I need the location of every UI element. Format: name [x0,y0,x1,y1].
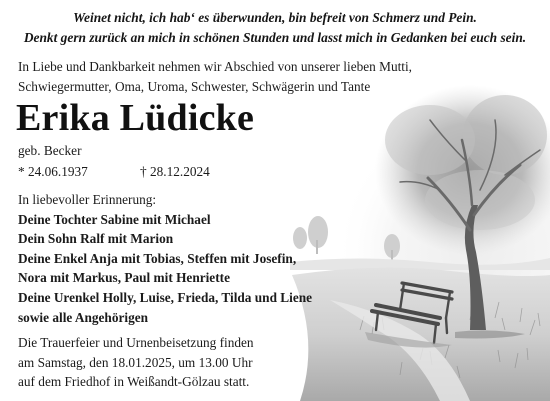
motto-line: Denkt gern zurück an mich in schönen Stunden und lasst mich in Gedanken bei euch sein. [23,30,527,45]
mourners-section [18,190,312,327]
mourner-line: Deine Tochter Sabine mit Michael [18,211,211,227]
intro-line: In Liebe und Dankbarkeit nehmen wir Abschied von unserer lieben Mutti, [18,59,412,74]
mourner-line: Dein Sohn Ralf mit Marion [18,231,174,247]
mourner-line: Deine Enkel Anja mit Tobias, Steffen mit Josefin, [18,250,297,266]
maiden-name: geb. Becker [18,143,82,158]
birth-date: * 24.06.1937 [18,164,88,179]
motto-line: Weinet nicht, ich hab‘ es überwunden, bin befreit von Schmerz und Pein. [73,10,477,25]
memory-label: In liebevoller Erinnerung: [18,192,157,207]
funeral-info [18,333,254,392]
mourner-line: Deine Urenkel Holly, Luise, Frieda, Tilda und Liene [18,289,313,305]
funeral-line: am Samstag, den 18.01.2025, um 13.00 Uhr [18,354,253,370]
mourner-line: Nora mit Markus, Paul mit Henriette [18,270,230,286]
death-date: † 28.12.2024 [140,164,210,179]
deceased-name: Erika Lüdicke [16,97,255,139]
funeral-line: Die Trauerfeier und Urnenbeisetzung finden [18,335,254,350]
funeral-line: auf dem Friedhof in Weißandt-Gölzau statt. [18,374,250,390]
farewell-intro [18,57,412,96]
motto-verse [0,8,550,48]
intro-line: Schwiegermutter, Oma, Uroma, Schwester, Schwägerin und Tante [18,78,371,94]
mourner-line: sowie alle Angehörigen [18,309,149,325]
